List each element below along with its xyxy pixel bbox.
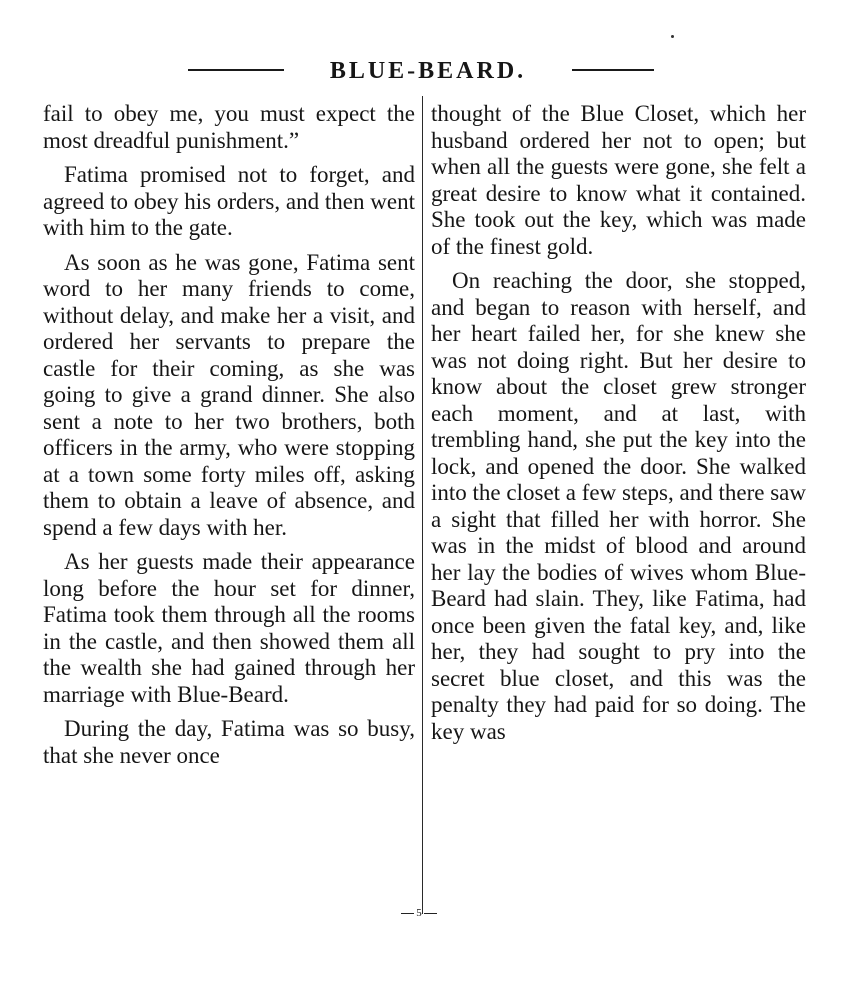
running-header [188,56,654,86]
paragraph: Fatima promised not to forget, and agreed to obey his orders, and then went with him to the gate. [43,162,415,240]
paragraph: As her guests made their appearance long before the hour set for dinner, Fatima took them through all the rooms in the castle, and then showed them all the wealth she had gained through her marriage with Blue-Beard. [43,549,415,707]
header-rule-right [572,69,654,71]
paragraph: As soon as he was gone, Fatima sent word to her many friends to come, without delay, and make her a visit, and ordered her servants to prepare the castle for their coming, as she was going to give a grand dinner. She also sent a note to her two brothers, both officers in the army, who were stopping at a town some forty miles off, asking them to obtain a leave of absence, and spend a few days with her. [43,249,415,540]
paragraph: fail to obey me, you must expect the most dreadful punishment.” [43,101,415,153]
paragraph: On reaching the door, she stopped, and began to reason with herself, and her heart failed her, for she knew she was not doing right. But her desire to know about the closet grew stronger each moment, and at last, with trembling hand, she put the key into the lock, and opened the door. She walked into the closet a few steps, and there saw a sight that filled her with horror. She was in the midst of blood and around her lay the bodies of wives whom Blue-Beard had slain. They, like Fatima, had once been given the fatal key, and, like her, they had sought to pry into the secret blue closet, and this was the penalty they had paid for so doing. The key was [431,268,806,744]
column-divider [422,96,423,914]
page-title: BLUE-BEARD. [329,58,527,84]
paragraph: thought of the Blue Closet, which her husband ordered her not to open; but when all the guests were gone, she felt a great desire to know what it contained. She took out the key, which was made of the finest gold. [431,101,806,259]
paragraph: During the day, Fatima was so busy, that she never once [43,716,415,768]
page-number-text: 5 [416,907,422,919]
page-number [394,906,444,920]
header-rule-left [188,69,284,71]
right-text-column [431,101,806,753]
print-speck [671,35,674,38]
left-text-column [43,101,415,777]
